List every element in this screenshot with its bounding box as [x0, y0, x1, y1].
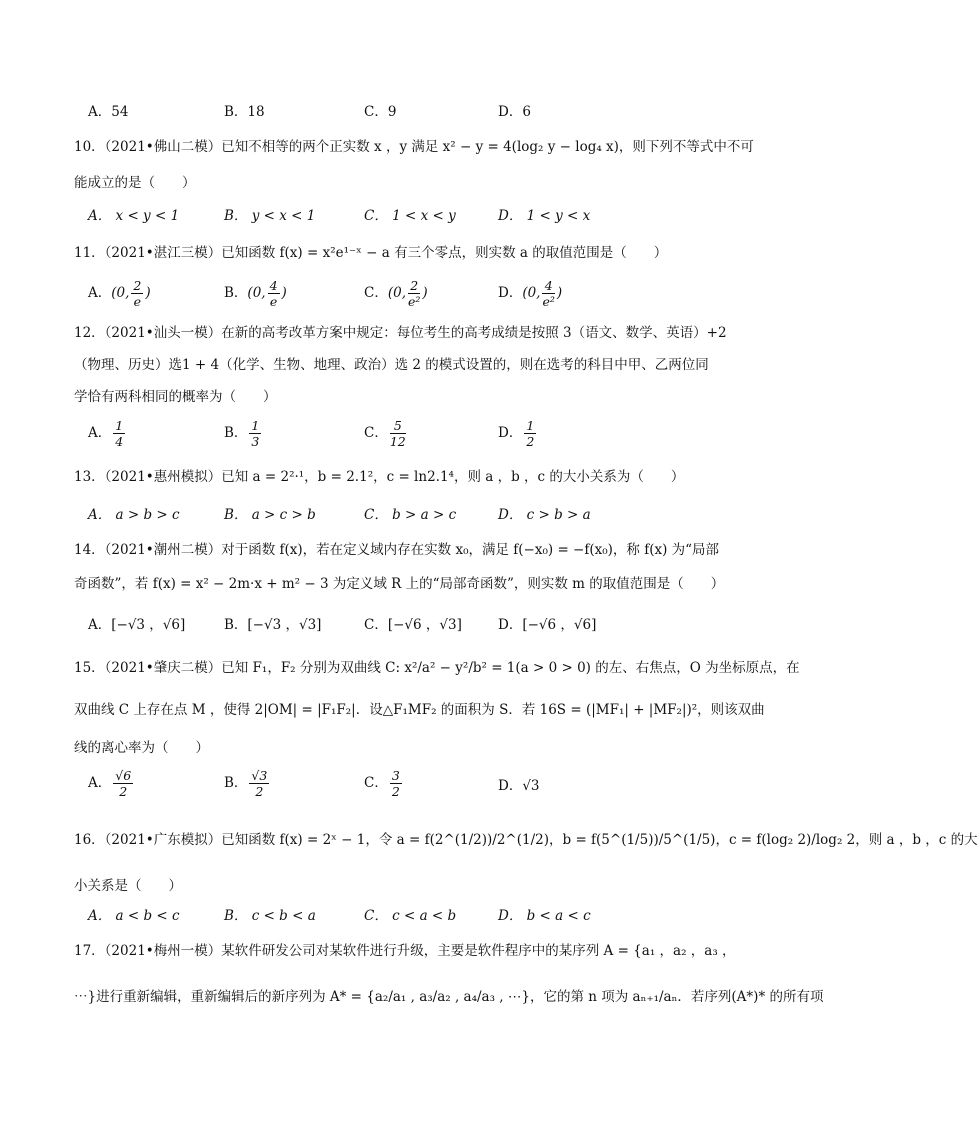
q11-option-c[interactable] — [364, 278, 428, 309]
option-fraction — [268, 278, 280, 309]
option-label: A． — [88, 775, 112, 791]
q10-option-b[interactable]: B． y < x < 1 — [224, 208, 316, 224]
q9-option-b[interactable]: B．18 — [224, 104, 265, 120]
q15-option-c[interactable] — [364, 768, 404, 799]
q16-stem-line1: 16．（2021•广东模拟）已知函数 f(x) = 2ˣ − 1，令 a = f(2^(1/2))/2^(1/2)，b = f(5^(1/5))/5^(1/5)，c = f(log₂ 2)/log₂ 2，则 a ，b ，c 的大 — [74, 832, 978, 848]
fraction-numerator: √3 — [251, 768, 268, 783]
fraction-numerator: √6 — [115, 768, 132, 783]
option-post: ) — [422, 285, 428, 301]
option-label: A． — [88, 285, 112, 301]
q17-stem-line2: ⋯}进行重新编辑，重新编辑后的新序列为 A* = {a₂/a₁ , a₃/a₂ , a₄/a₃ , ⋯}，它的第 n 项为 aₙ₊₁/aₙ．若序列(A*)* 的所有项 — [74, 989, 824, 1005]
fraction-numerator: 1 — [526, 418, 535, 433]
option-fraction — [542, 278, 554, 309]
q16-option-a[interactable]: A． a < b < c — [88, 908, 180, 924]
q12-option-c[interactable] — [364, 418, 408, 449]
q15-option-a[interactable] — [88, 768, 135, 799]
q17-stem-line1: 17．（2021•梅州一模）某软件研发公司对某软件进行升级，主要是软件程序中的某序列 A = {a₁ ，a₂ ，a₃ ， — [74, 943, 736, 959]
q13-option-b[interactable]: B． a > c > b — [224, 507, 316, 523]
fraction-denominator: 2 — [255, 784, 264, 799]
q12-option-a[interactable] — [88, 418, 127, 449]
fraction-denominator: e² — [542, 294, 555, 309]
q12-stem-line3: 学恰有两科相同的概率为（ ） — [74, 389, 277, 405]
option-fraction — [249, 418, 261, 449]
q11-option-d[interactable] — [498, 278, 562, 309]
q15-option-b[interactable] — [224, 768, 271, 799]
option-label: D． — [498, 778, 523, 794]
option-label: C． — [364, 775, 388, 791]
q12-option-d[interactable] — [498, 418, 538, 449]
option-label: C． — [364, 285, 388, 301]
q16-option-b[interactable]: B． c < b < a — [224, 908, 316, 924]
fraction-numerator: 3 — [391, 768, 400, 783]
q16-option-d[interactable]: D． b < a < c — [498, 908, 591, 924]
q14-option-a[interactable]: A．[−√3 ，√6] — [88, 617, 186, 633]
q13-stem: 13．（2021•惠州模拟）已知 a = 2²·¹，b = 2.1²，c = ln2.1⁴，则 a ，b ，c 的大小关系为（ ） — [74, 469, 685, 485]
q12-stem-line2: （物理、历史）选1 + 4（化学、生物、地理、政治）选 2 的模式设置的，则在选考的科目中甲、乙两位同 — [74, 357, 709, 373]
q14-option-b[interactable]: B．[−√3 ，√3] — [224, 617, 322, 633]
q14-options — [88, 615, 748, 651]
q10-option-a[interactable]: A． x < y < 1 — [88, 208, 180, 224]
q16-stem-line2: 小关系是（ ） — [74, 878, 182, 894]
option-fraction — [131, 278, 143, 309]
option-fraction — [113, 768, 133, 799]
option-label: B． — [224, 425, 248, 441]
q10-option-c[interactable]: C． 1 < x < y — [364, 208, 456, 224]
option-post: ) — [556, 285, 563, 301]
fraction-denominator: 12 — [389, 434, 406, 449]
q12-option-b[interactable] — [224, 418, 263, 449]
option-pre: (0, — [247, 285, 266, 301]
q9-options — [88, 102, 748, 138]
q11-stem: 11．（2021•湛江三模）已知函数 f(x) = x²e¹⁻ˣ − a 有三个零点，则实数 a 的取值范围是（ ） — [74, 245, 668, 261]
option-label: A． — [88, 425, 112, 441]
fraction-numerator: 1 — [115, 418, 124, 433]
option-value: √3 — [522, 778, 540, 794]
q15-stem-line2: 双曲线 C 上存在点 M ，使得 2|OM| = |F₁F₂|．设△F₁MF₂ 的面积为 S．若 16S = (|MF₁| + |MF₂|)²，则该双曲 — [74, 702, 765, 718]
fraction-numerator: 4 — [542, 278, 554, 294]
q11-options — [88, 278, 748, 314]
q13-option-a[interactable]: A． a > b > c — [88, 507, 180, 523]
q11-option-b[interactable] — [224, 278, 287, 309]
option-label: D． — [498, 425, 523, 441]
option-fraction — [390, 768, 402, 799]
q15-stem-line3: 线的离心率为（ ） — [74, 740, 209, 756]
q15-options — [88, 768, 748, 804]
fraction-denominator: e — [133, 294, 142, 309]
q16-options — [88, 906, 748, 942]
option-label: B． — [224, 285, 248, 301]
q9-option-d[interactable]: D．6 — [498, 104, 531, 120]
option-pre: (0, — [522, 285, 541, 301]
option-label: B． — [224, 775, 248, 791]
q10-options — [88, 206, 748, 242]
q12-options — [88, 418, 748, 454]
fraction-denominator: e — [269, 294, 278, 309]
fraction-numerator: 1 — [251, 418, 260, 433]
fraction-numerator: 5 — [390, 418, 406, 434]
q10-stem-line1: 10．（2021•佛山二模）已知不相等的两个正实数 x ，y 满足 x² − y = 4(log₂ y − log₄ x)，则下列不等式中不可 — [74, 139, 754, 155]
q13-option-d[interactable]: D． c > b > a — [498, 507, 591, 523]
q11-option-a[interactable] — [88, 278, 151, 309]
fraction-numerator: 2 — [408, 278, 420, 294]
option-fraction — [113, 418, 125, 449]
fraction-denominator: 2 — [119, 784, 128, 799]
option-pre: (0, — [387, 285, 406, 301]
fraction-denominator: 2 — [526, 434, 535, 449]
option-label: C． — [364, 425, 388, 441]
fraction-denominator: e² — [408, 294, 421, 309]
q14-option-c[interactable]: C．[−√6 ，√3] — [364, 617, 462, 633]
q13-options — [88, 505, 748, 541]
option-pre: (0, — [111, 285, 130, 301]
q14-option-d[interactable]: D．[−√6 ，√6] — [498, 617, 597, 633]
q10-stem-line2: 能成立的是（ ） — [74, 175, 196, 191]
q14-stem-line1: 14．（2021•潮州二模）对于函数 f(x)，若在定义域内存在实数 x₀，满足 f(−x₀) = −f(x₀)，称 f(x) 为“局部 — [74, 542, 720, 558]
q10-option-d[interactable]: D． 1 < y < x — [498, 208, 591, 224]
fraction-numerator: 2 — [133, 278, 142, 293]
q9-option-a[interactable]: A．54 — [88, 104, 129, 120]
q9-option-c[interactable]: C．9 — [364, 104, 397, 120]
q15-stem-line1: 15．（2021•肇庆二模）已知 F₁，F₂ 分别为双曲线 C: x²/a² − y²/b² = 1(a > 0 > 0) 的左、右焦点，O 为坐标原点，在 — [74, 660, 800, 676]
q13-option-c[interactable]: C． b > a > c — [364, 507, 457, 523]
option-fraction — [524, 418, 536, 449]
q12-stem-line1: 12．（2021•汕头一模）在新的高考改革方案中规定：每位考生的高考成绩是按照 3（语文、数学、英语）+2 — [74, 325, 727, 341]
fraction-denominator: 3 — [251, 434, 260, 449]
option-label: D． — [498, 285, 523, 301]
q14-stem-line2: 奇函数”，若 f(x) = x² − 2m·x + m² − 3 为定义域 R 上的“局部奇函数”，则实数 m 的取值范围是（ ） — [74, 576, 725, 592]
q15-option-d[interactable] — [498, 776, 540, 796]
option-fraction — [249, 768, 269, 799]
fraction-denominator: 2 — [391, 784, 400, 799]
fraction-denominator: 4 — [115, 434, 124, 449]
option-post: ) — [145, 285, 151, 301]
option-fraction — [408, 278, 420, 309]
q16-option-c[interactable]: C． c < a < b — [364, 908, 457, 924]
option-post: ) — [281, 285, 287, 301]
option-fraction — [390, 418, 406, 449]
fraction-numerator: 4 — [269, 278, 278, 293]
